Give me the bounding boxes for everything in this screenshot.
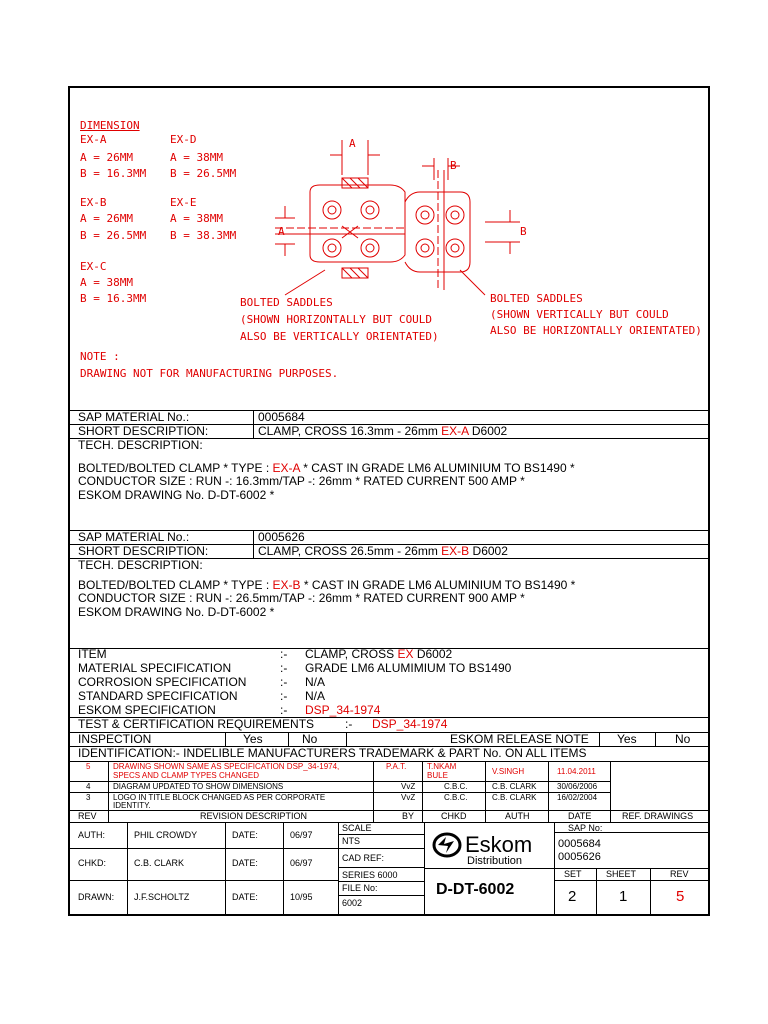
ex-d-dim-a: A = 38MM <box>170 151 223 164</box>
chkd-name: C.B. CLARK <box>134 858 185 868</box>
sap-no-1: 0005684 <box>558 838 601 850</box>
rev-header-desc: REVISION DESCRIPTION <box>200 811 308 821</box>
rev3-date: 16/02/2004 <box>557 793 598 802</box>
ex-d-dim-b: B = 26.5MM <box>170 167 237 180</box>
eskom-logo-text: Eskom <box>465 832 533 857</box>
item1-sap-label: SAP MATERIAL No.: <box>78 410 190 424</box>
rev-header-date: DATE <box>568 811 592 821</box>
ex-d-label: EX-D <box>170 133 197 146</box>
spec-item-label: ITEM <box>78 647 107 661</box>
rev-value: 5 <box>676 888 685 905</box>
spec-item-value: CLAMP, CROSS EX D6002 <box>305 647 453 661</box>
rev3-chkd: C.B.C. <box>444 793 468 802</box>
rev3-desc2: IDENTITY. <box>113 801 151 810</box>
ex-a-dim-a: A = 26MM <box>80 151 133 164</box>
cad-ref-label: CAD REF: <box>342 853 385 863</box>
item2-short-desc: CLAMP, CROSS 26.5mm - 26mm EX-B D6002 <box>258 544 508 558</box>
spec-eskom-label: ESKOM SPECIFICATION <box>78 703 216 717</box>
rev5-number: 5 <box>86 762 91 771</box>
rev-header-auth: AUTH <box>505 811 530 821</box>
scale-label: SCALE <box>342 823 372 833</box>
drawing-number: D-DT-6002 <box>436 881 515 898</box>
rev3-number: 3 <box>86 793 91 802</box>
rev5-desc1: DRAWING SHOWN SAME AS SPECIFICATION DSP_34-1974, <box>113 762 340 771</box>
rev5-chkd2: BULE <box>427 771 448 780</box>
spec-material-sep: :- <box>280 661 288 675</box>
rev5-auth: V.SINGH <box>492 767 525 776</box>
callout-left-line2: (SHOWN HORIZONTALLY BUT COULD <box>240 313 433 326</box>
ex-e-label: EX-E <box>170 196 197 209</box>
item1-tech-line3: ESKOM DRAWING No. D-DT-6002 * <box>78 488 275 502</box>
spec-eskom-sep: :- <box>280 703 288 717</box>
rev-header-by: BY <box>402 811 415 821</box>
auth-date: 06/97 <box>290 830 313 840</box>
rev5-date: 11.04.2011 <box>557 767 596 776</box>
dim-label-a-left: A <box>278 225 285 238</box>
dimension-heading: DIMENSION <box>80 119 140 132</box>
spec-material-value: GRADE LM6 ALUMIMIUM TO BS1490 <box>305 661 512 675</box>
drawn-date-label: DATE: <box>232 892 258 902</box>
rev-label: REV <box>670 869 689 879</box>
item2-short-label: SHORT DESCRIPTION: <box>78 544 209 558</box>
spec-standard-value: N/A <box>305 689 326 703</box>
series-label: SERIES 6000 <box>342 870 398 880</box>
item1-short-desc: CLAMP, CROSS 16.3mm - 26mm EX-A D6002 <box>258 424 508 438</box>
set-value: 2 <box>568 888 577 905</box>
sap-no-2: 0005626 <box>558 851 601 863</box>
inspection-no[interactable]: No <box>302 732 318 746</box>
rev5-chkd1: T.NKAM <box>427 762 457 771</box>
callout-right-line3: ALSO BE HORIZONTALLY ORIENTATED) <box>490 324 702 337</box>
spec-test-label: TEST & CERTIFICATION REQUIREMENTS <box>78 717 315 731</box>
rev-header-ref: REF. DRAWINGS <box>622 811 694 821</box>
item2-sap-label: SAP MATERIAL No.: <box>78 530 190 544</box>
file-no-value: 6002 <box>342 898 363 908</box>
ex-c-dim-a: A = 38MM <box>80 276 133 289</box>
ex-b-dim-b: B = 26.5MM <box>80 229 147 242</box>
item2-tech-line3: ESKOM DRAWING No. D-DT-6002 * <box>78 605 275 619</box>
ex-a-dim-b: B = 16.3MM <box>80 167 147 180</box>
spec-standard-label: STANDARD SPECIFICATION <box>78 689 238 703</box>
rev-header-rev: REV <box>78 811 97 821</box>
inspection-yes[interactable]: Yes <box>243 732 263 746</box>
sheet-value: 1 <box>619 888 628 905</box>
spec-corrosion-value: N/A <box>305 675 326 689</box>
rev-header-chkd: CHKD <box>441 811 467 821</box>
rev3-auth: C.B. CLARK <box>492 793 537 802</box>
rev5-by: P.A.T. <box>386 762 407 771</box>
drawn-date: 10/95 <box>290 892 313 902</box>
chkd-date-label: DATE: <box>232 858 258 868</box>
item1-short-label: SHORT DESCRIPTION: <box>78 424 209 438</box>
auth-date-label: DATE: <box>232 830 258 840</box>
item1-tech-line2: CONDUCTOR SIZE : RUN -: 16.3mm/TAP -: 26mm * RATED CURRENT 500 AMP * <box>78 474 525 488</box>
rev3-by: VvZ <box>401 793 416 802</box>
dim-label-a-top: A <box>349 137 356 150</box>
clamp-drawing <box>270 130 540 300</box>
file-no-label: FILE No: <box>342 883 378 893</box>
ex-c-dim-b: B = 16.3MM <box>80 292 147 305</box>
item1-tech-label: TECH. DESCRIPTION: <box>78 438 203 452</box>
rev4-by: VvZ <box>401 782 416 791</box>
ex-a-label: EX-A <box>80 133 107 146</box>
spec-corrosion-sep: :- <box>280 675 288 689</box>
item2-tech-line1: BOLTED/BOLTED CLAMP * TYPE : EX-B * CAST IN GRADE LM6 ALUMINIUM TO BS1490 * <box>78 578 576 592</box>
rev4-chkd: C.B.C. <box>444 782 468 791</box>
inspection-label: INSPECTION <box>78 732 152 746</box>
spec-test-sep: :- <box>345 717 353 731</box>
spec-standard-sep: :- <box>280 689 288 703</box>
spec-material-label: MATERIAL SPECIFICATION <box>78 661 232 675</box>
drawn-label: DRAWN: <box>78 892 115 902</box>
note-title: NOTE : <box>80 350 120 363</box>
scale-value: NTS <box>342 836 360 846</box>
item2-tech-label: TECH. DESCRIPTION: <box>78 558 203 572</box>
eskom-logo-mark <box>432 832 462 858</box>
ex-b-label: EX-B <box>80 196 107 209</box>
dim-label-b-right: B <box>520 225 527 238</box>
item2-sap-value: 0005626 <box>258 530 305 544</box>
chkd-label: CHKD: <box>78 858 107 868</box>
set-label: SET <box>564 869 582 879</box>
spec-test-value: DSP_34-1974 <box>372 717 448 731</box>
ex-e-dim-a: A = 38MM <box>170 212 223 225</box>
identification-text: IDENTIFICATION:- INDELIBLE MANUFACTURERS TRADEMARK & PART No. ON ALL ITEMS <box>78 746 587 760</box>
release-note-label: ESKOM RELEASE NOTE <box>450 732 589 746</box>
item1-tech-line1: BOLTED/BOLTED CLAMP * TYPE : EX-A * CAST IN GRADE LM6 ALUMINIUM TO BS1490 * <box>78 461 575 475</box>
spec-item-sep: :- <box>280 647 288 661</box>
chkd-date: 06/97 <box>290 858 313 868</box>
callout-left-line3: ALSO BE VERTICALLY ORIENTATED) <box>240 330 439 343</box>
ex-c-label: EX-C <box>80 260 107 273</box>
rev3-desc1: LOGO IN TITLE BLOCK CHANGED AS PER CORPORATE <box>113 793 326 802</box>
sap-no-label: SAP No: <box>568 823 603 833</box>
item2-tech-line2: CONDUCTOR SIZE : RUN -: 26.5mm/TAP -: 26mm * RATED CURRENT 900 AMP * <box>78 591 525 605</box>
callout-left-line1: BOLTED SADDLES <box>240 296 333 309</box>
note-text: DRAWING NOT FOR MANUFACTURING PURPOSES. <box>80 367 339 380</box>
dim-label-b-top: B <box>450 159 457 172</box>
rev4-date: 30/06/2006 <box>557 782 598 791</box>
drawn-name: J.F.SCHOLTZ <box>134 892 190 902</box>
rev4-auth: C.B. CLARK <box>492 782 537 791</box>
auth-label: AUTH: <box>78 830 105 840</box>
ex-b-dim-a: A = 26MM <box>80 212 133 225</box>
release-no[interactable]: No <box>675 732 691 746</box>
rev4-desc1: DIAGRAM UPDATED TO SHOW DIMENSIONS <box>113 782 284 791</box>
sheet-label: SHEET <box>606 869 637 879</box>
eskom-logo-sub: Distribution <box>467 855 523 867</box>
rev4-number: 4 <box>86 782 91 791</box>
callout-right-line1: BOLTED SADDLES <box>490 292 583 305</box>
item1-sap-value: 0005684 <box>258 410 305 424</box>
spec-eskom-value: DSP_34-1974 <box>305 703 381 717</box>
release-yes[interactable]: Yes <box>617 732 637 746</box>
auth-name: PHIL CROWDY <box>134 830 198 840</box>
rev5-desc2: SPECS AND CLAMP TYPES CHANGED <box>113 771 259 780</box>
spec-corrosion-label: CORROSION SPECIFICATION <box>78 675 247 689</box>
ex-e-dim-b: B = 38.3MM <box>170 229 237 242</box>
callout-right-line2: (SHOWN VERTICALLY BUT COULD <box>490 308 669 321</box>
